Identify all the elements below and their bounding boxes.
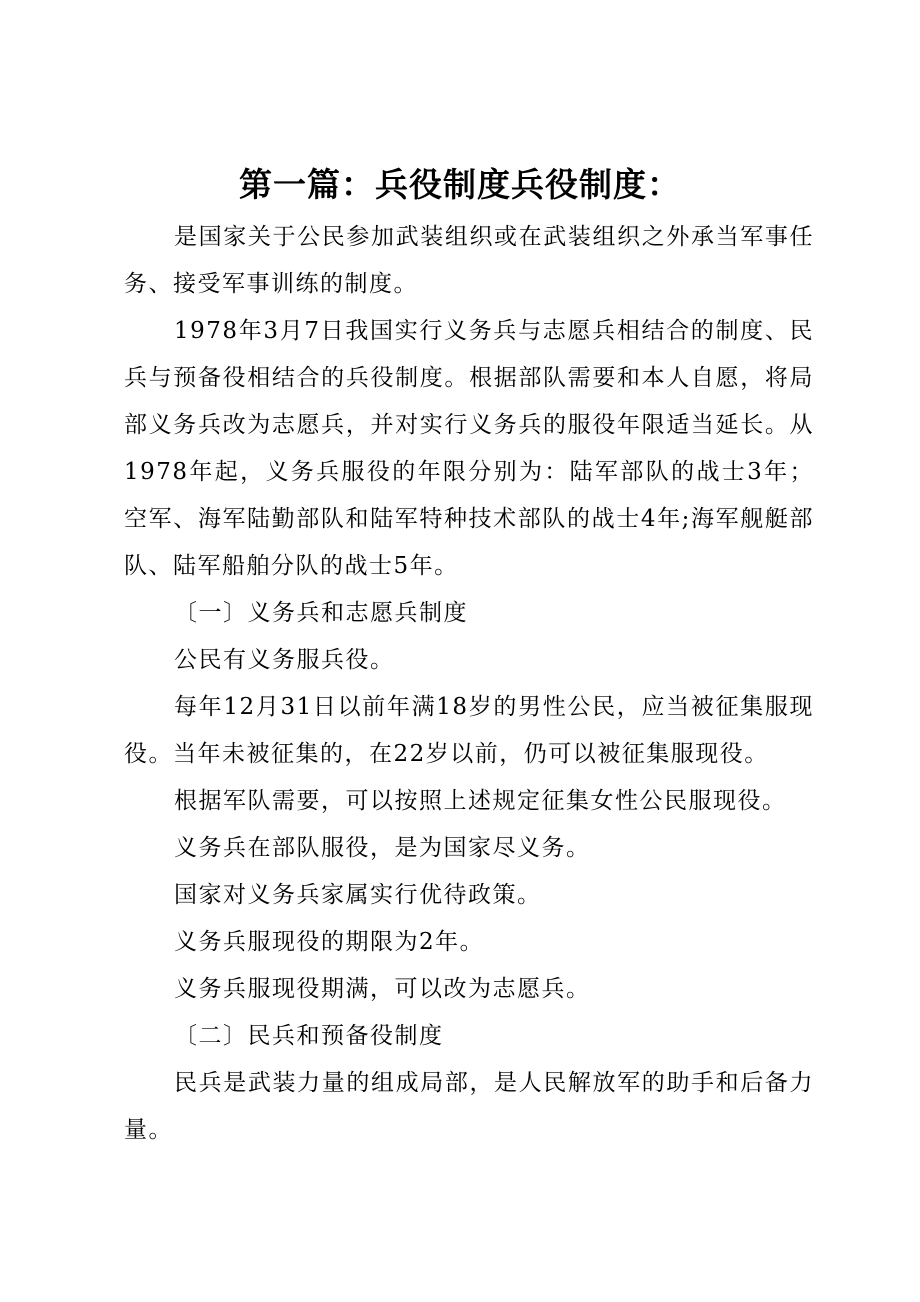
- section-heading-militia-reserve: 〔二〕民兵和预备役制度: [174, 1023, 444, 1049]
- paragraph-volunteer-transfer: 义务兵服现役期满，可以改为志愿兵。: [174, 976, 591, 1002]
- paragraph-service-term: 义务兵服现役的期限为2年。: [174, 929, 485, 955]
- paragraph-service-obligation: 义务兵在部队服役，是为国家尽义务。: [174, 835, 591, 861]
- paragraph-militia: 民兵是武装力量的组成局部，是人民解放军的助手和后备力量。: [124, 1070, 814, 1143]
- page-title: 第一篇：兵役制度兵役制度：: [239, 165, 681, 204]
- paragraph-family-preferential: 国家对义务兵家属实行优待政策。: [174, 882, 542, 908]
- section-heading-conscript-volunteer: 〔一〕义务兵和志愿兵制度: [174, 600, 468, 626]
- paragraph-female-conscription: 根据军队需要，可以按照上述规定征集女性公民服现役。: [174, 788, 787, 814]
- paragraph-1978-system: 1978年3月7日我国实行义务兵与志愿兵相结合的制度、民兵与预备役相结合的兵役制度。根据部队需要和本人自愿，将局部义务兵改为志愿兵，并对实行义务兵的服役年限适当延长。从1978年起，义务兵服役的年限分别为：陆军部队的战士3年；空军、海军陆勤部队和陆军特种技术部队的战士4年;海军舰艇部队、陆军船舶分队的战士5年。: [124, 318, 814, 579]
- document-body: [124, 214, 814, 1154]
- paragraph-definition: 是国家关于公民参加武装组织或在武装组织之外承当军事任务、接受军事训练的制度。: [124, 224, 814, 297]
- paragraph-conscription-age: 每年12月31日以前年满18岁的男性公民，应当被征集服现役。当年未被征集的，在22岁以前，仍可以被征集服现役。: [124, 694, 814, 767]
- paragraph-duty: 公民有义务服兵役。: [174, 647, 395, 673]
